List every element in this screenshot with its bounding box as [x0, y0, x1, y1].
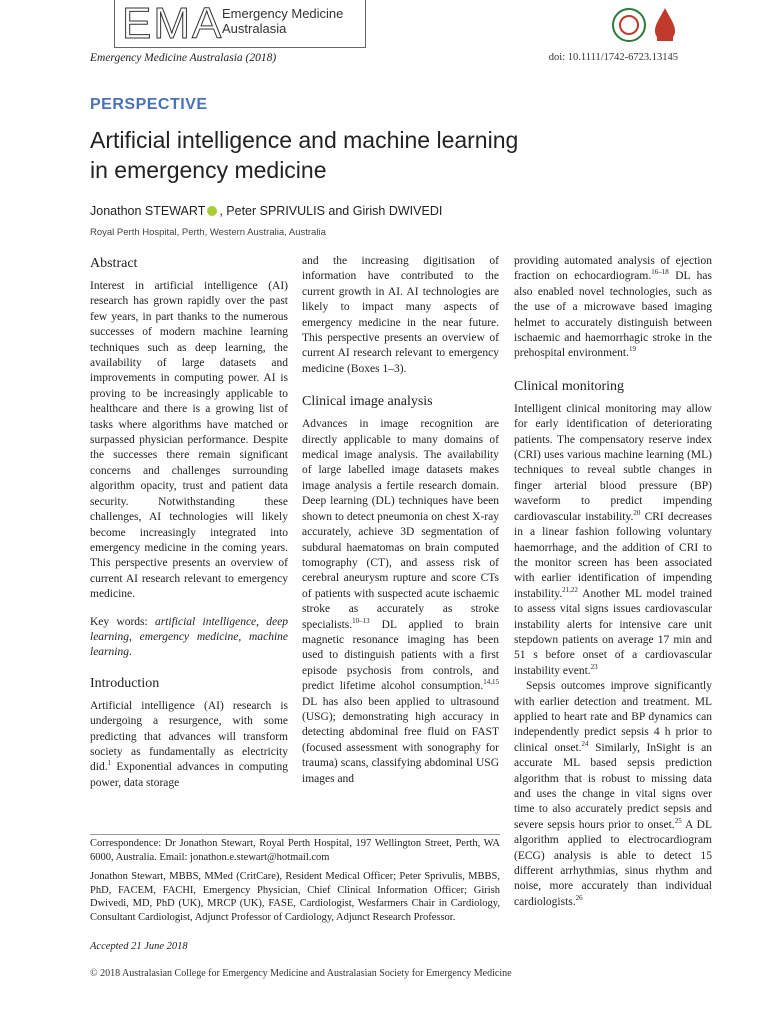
- copyright-notice: © 2018 Australasian College for Emergency Medicine and Australasian Society for Emergency Medicine: [90, 968, 512, 979]
- column-3: [514, 254, 712, 910]
- introduction-text: [90, 699, 288, 791]
- column-1: [90, 255, 288, 791]
- intro-text-part1: Artificial intelligence (AI) research is undergoing a resurgence, with some predicting that advances will transform society as fundamentally as electricity did.: [90, 699, 288, 774]
- article-title-line2: in emergency medicine: [90, 157, 327, 183]
- author-others[interactable]: , Peter SPRIVULIS and Girish DWIVEDI: [219, 204, 443, 218]
- citation-ref[interactable]: 20: [633, 508, 641, 517]
- citation-ref[interactable]: 26: [575, 894, 583, 903]
- monitor-text: Sepsis outcomes improve significantly with earlier detection and treatment. ML applied to heart rate and BP dynamics can independently predict sepsis 4 h prior to clinical onset.: [514, 680, 712, 754]
- journal-citation: Emergency Medicine Australasia (2018): [90, 52, 277, 64]
- author-bios: Jonathon Stewart, MBBS, MMed (CritCare), Resident Medical Officer; Peter Sprivulis, MBBS, PhD, FACEM, FACHI, Emergency Physician, Chief Clinical Information Officer; Girish Dwivedi, MD, PhD (UK), MRCP (UK), FASE, Cardiologist, Wesfarmers Chair in Cardiology, Consultant Cardiologist, Adjunct Professor of Cardiology, Adjunct Research Professor.: [90, 871, 500, 923]
- column-2: [302, 254, 499, 787]
- article-title: [90, 125, 690, 185]
- image-analysis-heading: Clinical image analysis: [302, 394, 433, 410]
- image-analysis-text: [302, 417, 499, 787]
- introduction-heading: Introduction: [90, 675, 160, 691]
- author-first[interactable]: Jonathon STEWART: [90, 204, 206, 218]
- citation-ref[interactable]: 25: [674, 816, 682, 825]
- article-type-label: PERSPECTIVE: [90, 96, 208, 113]
- image-text-part1: Advances in image recognition are directly applicable to many domains of medical image analysis. The availability of large labelled image datasets makes image analysis a fertile research domain. Deep learning (DL) techniques have been shown to detect pneumonia on chest X-ray accurately, achieve 3D segmentation of subdural haematomas on brain computed tomography (CT), and assess risk of cerebral aneurysm rupture and score CTs of patients with suspected acute ischaemic stroke as accurately as stroke specialists.: [302, 418, 499, 631]
- journal-name-line1: Emergency Medicine: [222, 6, 344, 21]
- monitor-text: Similarly, InSight is an accurate ML based sepsis prediction algorithm that is robust to missing data and uses the change in vital signs over time to also accurately predict sepsis and severe sepsis hours prior to onset.: [514, 741, 712, 831]
- citation-ref[interactable]: 10–13: [352, 616, 370, 625]
- monitoring-paragraph-1: [514, 402, 712, 679]
- monitoring-paragraph-2: [514, 679, 712, 910]
- blood-drop-logo-icon: [652, 6, 678, 44]
- accepted-date: Accepted 21 June 2018: [90, 941, 188, 952]
- citation-ref[interactable]: 1: [107, 759, 112, 768]
- monitor-text: A DL algorithm applied to electrocardiogram (ECG) analysis is able to detect 15 different arrhythmias, sinus rhythm and noise, more accurately than individual cardiologists.: [514, 818, 712, 908]
- citation-ref[interactable]: 21,22: [562, 585, 578, 594]
- abstract-text: Interest in artificial intelligence (AI) research has grown rapidly over the past few years, in part thanks to the numerous successes of modern machine learning techniques such as deep learning, the availability of large datasets and improvements in computing power. AI is proving to be increasingly applicable to healthcare and there is a growing list of tasks where algorithms have matched or surpassed physician performance. Despite the successes there remain significant concerns and challenges surrounding algorithm opacity, trust and patient data security. Notwithstanding these challenges, AI technologies will likely become increasingly integrated into emergency medicine in the coming years. This perspective presents an overview of current AI research relevant to emergency medicine.: [90, 280, 288, 601]
- intro-continued: and the increasing digitisation of information have contributed to the current growth in AI. AI technologies are likely to impact many aspects of emergency medicine in the near future. This perspective presents an overview of current AI research relevant to emergency medicine (Boxes 1–3).: [302, 255, 499, 375]
- article-doi[interactable]: doi: 10.1111/1742-6723.13145: [548, 52, 678, 63]
- citation-ref[interactable]: 19: [628, 345, 636, 354]
- image-text-part3: DL has also been applied to ultrasound (USG); demonstrating high accuracy in detecting abdominal free fluid on FAST (focused assessment with sonography for trauma) scans, classifying abdominal USG images and: [302, 695, 499, 785]
- abstract-heading: Abstract: [90, 256, 138, 271]
- ema-logo: EMA: [122, 0, 224, 48]
- citation-ref[interactable]: 14,15: [483, 678, 499, 687]
- intro-text-part2: Exponential advances in computing power, data storage: [90, 761, 288, 789]
- keywords-end: .: [128, 646, 132, 659]
- monitor-text: CRI decreases in a linear fashion following voluntary haemorrhage, and the addition of CRI to the monitor screen has been associated with earlier identification of impending instability.: [514, 510, 712, 600]
- image-analysis-continued: [514, 254, 712, 362]
- footnote-divider: [90, 834, 500, 835]
- monitor-text: Intelligent clinical monitoring may allow for early identification of deteriorating patients. The compensatory reserve index (CRI) uses various machine learning (ML) techniques to reveal subtle changes in finger arterial blood pressure (BP) waveform to predict impending cardiovascular instability.: [514, 402, 712, 523]
- author-affiliation: Royal Perth Hospital, Perth, Western Australia, Australia: [90, 227, 326, 238]
- monitor-text: Another ML model trained to assess vital signs issues cardiovascular instability alerts for intensive care unit stepdown patients on average 17 min and 51 s before onset of a cardiovascular instability event.: [514, 587, 712, 677]
- clinical-monitoring-heading: Clinical monitoring: [514, 378, 625, 394]
- journal-name-line2: Australasia: [222, 21, 287, 36]
- keywords-list: artificial intelligence, deep learning, emergency medicine, machine learning: [90, 615, 288, 659]
- footnotes: [90, 837, 500, 924]
- col3-text-part1: providing automated analysis of ejection fraction on echocardiogram.: [514, 255, 712, 283]
- citation-ref[interactable]: 16–18: [651, 268, 669, 277]
- keywords: [90, 615, 288, 661]
- orcid-icon[interactable]: [207, 206, 217, 216]
- citation-ref[interactable]: 23: [590, 662, 598, 671]
- image-text-part2: DL applied to brain magnetic resonance imaging has been used to distinguish patients with a first episode psychosis from controls, and predict lifetime alcohol consumption.: [302, 618, 499, 693]
- article-title-line1: Artificial intelligence and machine learning: [90, 127, 519, 153]
- journal-name: [222, 6, 343, 36]
- correspondence-note: Correspondence: Dr Jonathon Stewart, Royal Perth Hospital, 197 Wellington Street, Perth, WA 6000, Australia. Email: jonathon.e.stewart@hotmail.com: [90, 838, 500, 863]
- citation-ref[interactable]: 24: [581, 739, 589, 748]
- keywords-label: Key words:: [90, 615, 148, 628]
- college-seal-icon: [612, 8, 646, 42]
- author-list: [90, 204, 442, 218]
- col3-text-part2: DL has also enabled novel technologies, such as the use of a microwave based imaging helmet to accurately distinguish between ischaemic and haemorrhagic stroke in the prehospital environment.: [514, 270, 712, 360]
